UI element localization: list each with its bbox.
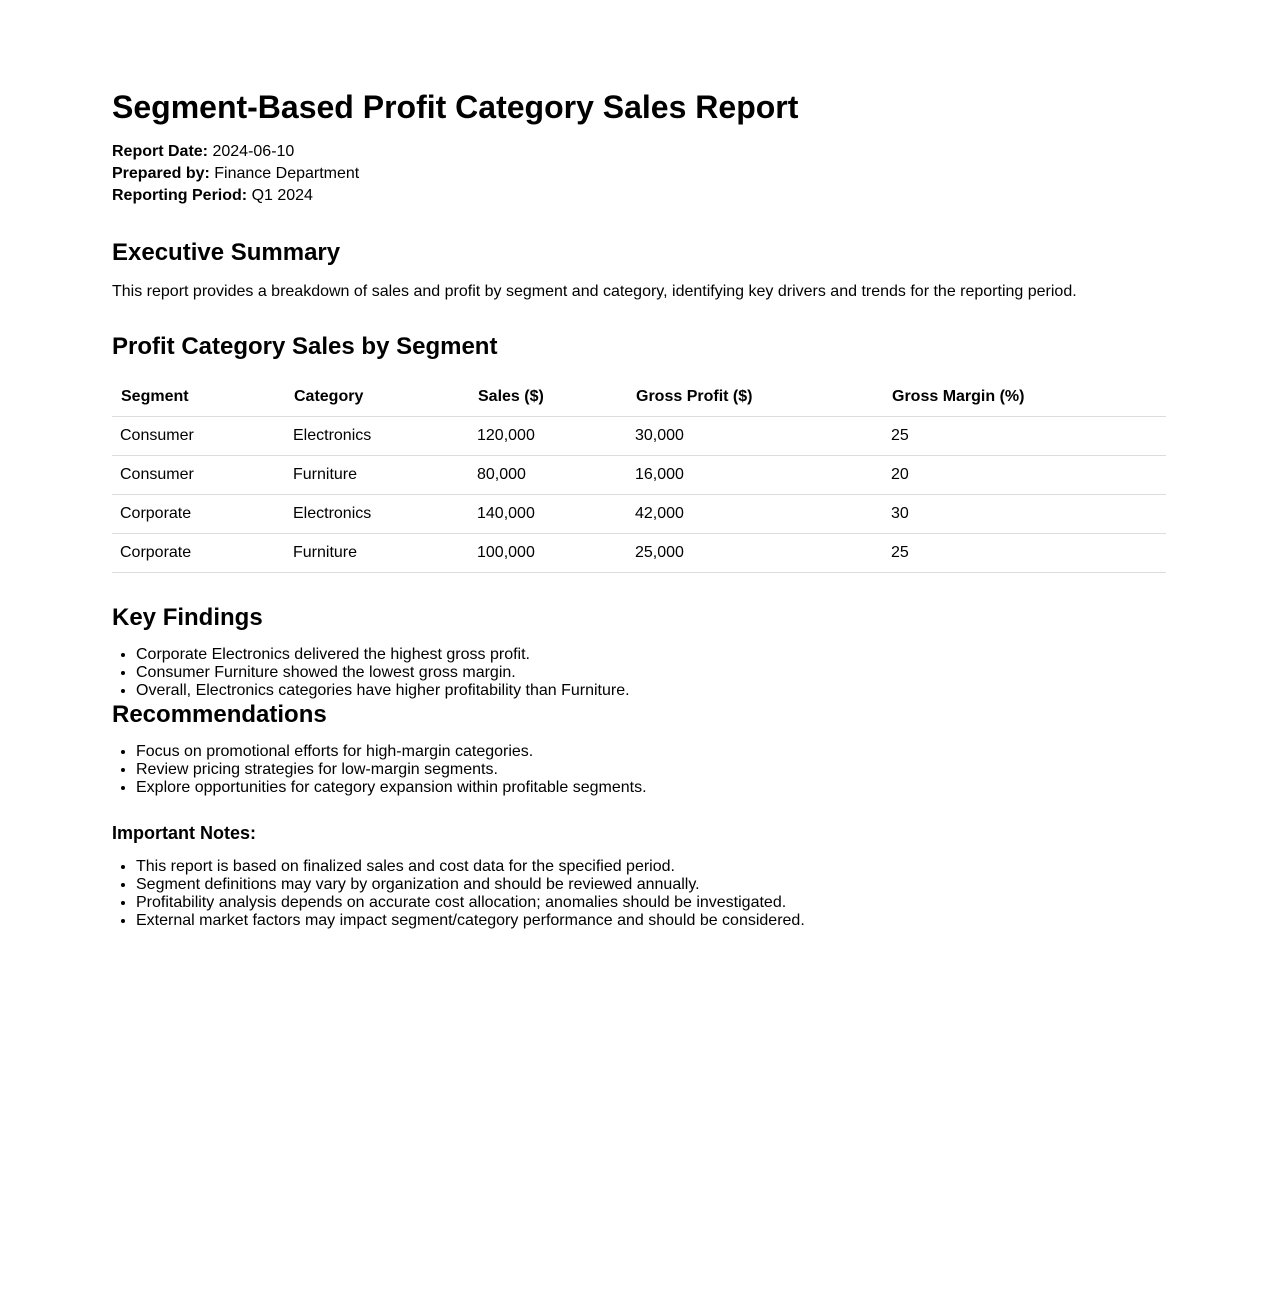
list-item: • Consumer Furniture showed the lowest gross margin. — [136, 664, 1166, 682]
cell-segment: Consumer — [112, 456, 285, 495]
column-header-category: Category — [285, 378, 469, 417]
cell-segment: Corporate — [112, 495, 285, 534]
cell-gross-profit: 30,000 — [627, 417, 883, 456]
cell-gross-profit: 16,000 — [627, 456, 883, 495]
key-findings-list — [112, 646, 1166, 700]
cell-gross-margin: 20 — [883, 456, 1166, 495]
column-header-gross-margin: Gross Margin (%) — [883, 378, 1166, 417]
report-title: Segment-Based Profit Category Sales Report — [112, 89, 799, 125]
column-header-segment: Segment — [112, 378, 285, 417]
cell-segment: Corporate — [112, 534, 285, 573]
sales-table-heading: Profit Category Sales by Segment — [112, 333, 498, 360]
meta-prepared-by-value: Finance Department — [214, 165, 360, 182]
table-row — [112, 417, 1166, 456]
cell-gross-profit: 25,000 — [627, 534, 883, 573]
cell-category: Electronics — [285, 495, 469, 534]
list-item: • This report is based on finalized sales and cost data for the specified period. — [136, 858, 1166, 876]
meta-reporting-period — [112, 185, 1166, 207]
meta-reporting-period-label: Reporting Period: — [112, 187, 248, 204]
executive-summary-heading: Executive Summary — [112, 239, 341, 266]
cell-gross-margin: 25 — [883, 534, 1166, 573]
cell-sales: 140,000 — [469, 495, 627, 534]
meta-report-date-value: 2024-06-10 — [212, 143, 295, 160]
cell-category: Furniture — [285, 534, 469, 573]
meta-prepared-by-label: Prepared by: — [112, 165, 210, 182]
table-row — [112, 456, 1166, 495]
column-header-sales: Sales ($) — [469, 378, 627, 417]
cell-category: Electronics — [285, 417, 469, 456]
key-findings-heading: Key Findings — [112, 604, 263, 631]
cell-sales: 80,000 — [469, 456, 627, 495]
list-item: • Segment definitions may vary by organization and should be reviewed annually. — [136, 876, 1166, 894]
recommendations-list — [112, 743, 1166, 797]
table-header-row — [112, 378, 1166, 417]
list-item: • Corporate Electronics delivered the highest gross profit. — [136, 646, 1166, 664]
meta-report-date-label: Report Date: — [112, 143, 209, 160]
important-notes-heading: Important Notes: — [112, 823, 256, 843]
cell-sales: 100,000 — [469, 534, 627, 573]
sales-table — [112, 378, 1166, 573]
important-notes-list — [112, 858, 1166, 930]
list-item: • External market factors may impact segment/category performance and should be considered. — [136, 912, 1166, 930]
meta-report-date — [112, 141, 1166, 163]
cell-sales: 120,000 — [469, 417, 627, 456]
list-item: • Overall, Electronics categories have higher profitability than Furniture. — [136, 682, 1166, 700]
cell-gross-profit: 42,000 — [627, 495, 883, 534]
meta-prepared-by — [112, 163, 1166, 185]
cell-category: Furniture — [285, 456, 469, 495]
cell-gross-margin: 30 — [883, 495, 1166, 534]
list-item: • Explore opportunities for category expansion within profitable segments. — [136, 779, 1166, 797]
recommendations-heading: Recommendations — [112, 701, 327, 728]
list-item: • Review pricing strategies for low-margin segments. — [136, 761, 1166, 779]
meta-reporting-period-value: Q1 2024 — [251, 187, 313, 204]
table-row — [112, 495, 1166, 534]
column-header-gross-profit: Gross Profit ($) — [627, 378, 883, 417]
report-meta — [112, 141, 1166, 207]
list-item: • Focus on promotional efforts for high-margin categories. — [136, 743, 1166, 761]
cell-gross-margin: 25 — [883, 417, 1166, 456]
table-row — [112, 534, 1166, 573]
cell-segment: Consumer — [112, 417, 285, 456]
executive-summary-text: This report provides a breakdown of sales and profit by segment and category, identifying key drivers and trends for the reporting period. — [112, 283, 1077, 300]
list-item: • Profitability analysis depends on accurate cost allocation; anomalies should be investigated. — [136, 894, 1166, 912]
